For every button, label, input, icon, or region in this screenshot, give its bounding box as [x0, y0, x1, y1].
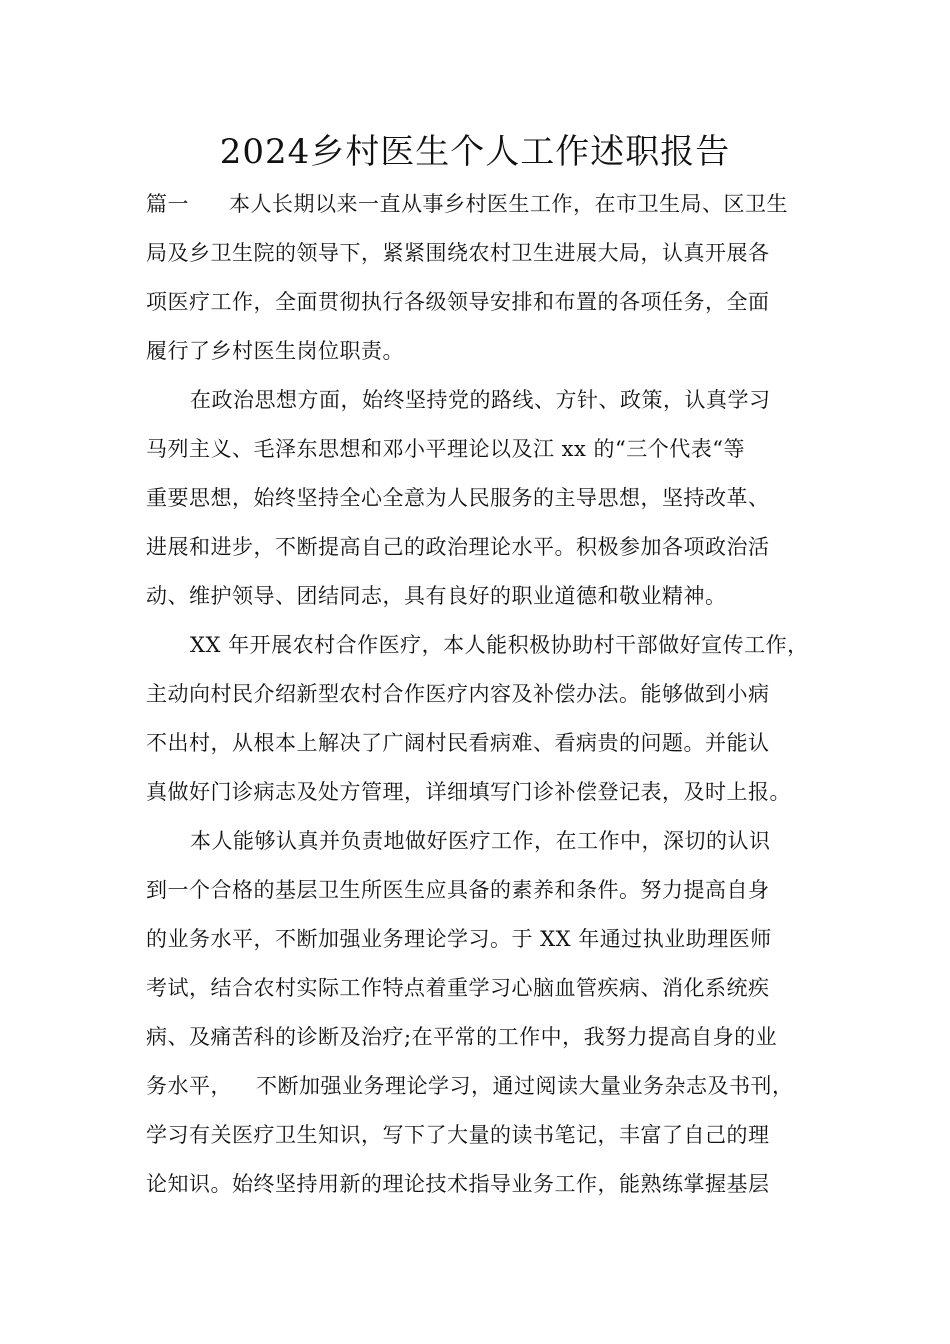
text-line: [146, 1062, 806, 1111]
text-line: 到一个合格的基层卫生所医生应具备的素养和条件。努力提高自身: [146, 878, 770, 902]
text-line: 重要思想，始终坚持全心全意为人民服务的主导思想，坚持改革、: [146, 486, 770, 510]
line-text: 务水平，: [146, 1074, 232, 1098]
text-line: 在政治思想方面，始终坚持党的路线、方针、政策，认真学习: [190, 388, 771, 412]
text-line: 履行了乡村医生岗位职责。: [146, 339, 404, 363]
text-line: 局及乡卫生院的领导下，紧紧围绕农村卫生进展大局，认真开展各: [146, 241, 770, 265]
text-line: XX 年开展农村合作医疗，本人能积极协助村干部做好宣传工作，: [190, 633, 809, 657]
text-line: 的业务水平，不断加强业务理论学习。于 XX 年通过执业助理医师: [146, 927, 772, 951]
text-line: 动、维护领导、团结同志，具有良好的职业道德和敬业精神。: [146, 584, 727, 608]
text-line: 主动向村民介绍新型农村合作医疗内容及补偿办法。能够做到小病: [146, 682, 770, 706]
document-body: [146, 180, 809, 1209]
document-title: 2024乡村医生个人工作述职报告: [219, 132, 731, 172]
text-line: 进展和进步，不断提高自己的政治理论水平。积极参加各项政治活: [146, 535, 770, 559]
text-line: 学习有关医疗卫生知识，写下了大量的读书笔记，丰富了自己的理: [146, 1123, 770, 1147]
text-line: 考试，结合农村实际工作特点着重学习心脑血管疾病、消化系统疾: [146, 976, 770, 1000]
text-line: 本人能够认真并负责地做好医疗工作，在工作中，深切的认识: [190, 829, 771, 853]
text-line: 项医疗工作，全面贯彻执行各级领导安排和布置的各项任务，全面: [146, 290, 770, 314]
section-label: 篇一: [146, 192, 189, 216]
text-line: 病、及痛苦科的诊断及治疗;在平常的工作中，我努力提高自身的业: [146, 1025, 778, 1049]
text-line: [146, 180, 806, 229]
text-line: 论知识。始终坚持用新的理论技术指导业务工作，能熟练掌握基层: [146, 1172, 770, 1196]
line-text: 不断加强业务理论学习，通过阅读大量业务杂志及书刊，: [256, 1074, 794, 1098]
text-line: 马列主义、毛泽东思想和邓小平理论以及江 xx 的“三个代表“等: [146, 437, 746, 461]
line-text: 本人长期以来一直从事乡村医生工作，在市卫生局、区卫生: [229, 192, 788, 216]
text-line: 真做好门诊病志及处方管理，详细填写门诊补偿登记表，及时上报。: [146, 780, 791, 804]
text-line: 不出村，从根本上解决了广阔村民看病难、看病贵的问题。并能认: [146, 731, 770, 755]
